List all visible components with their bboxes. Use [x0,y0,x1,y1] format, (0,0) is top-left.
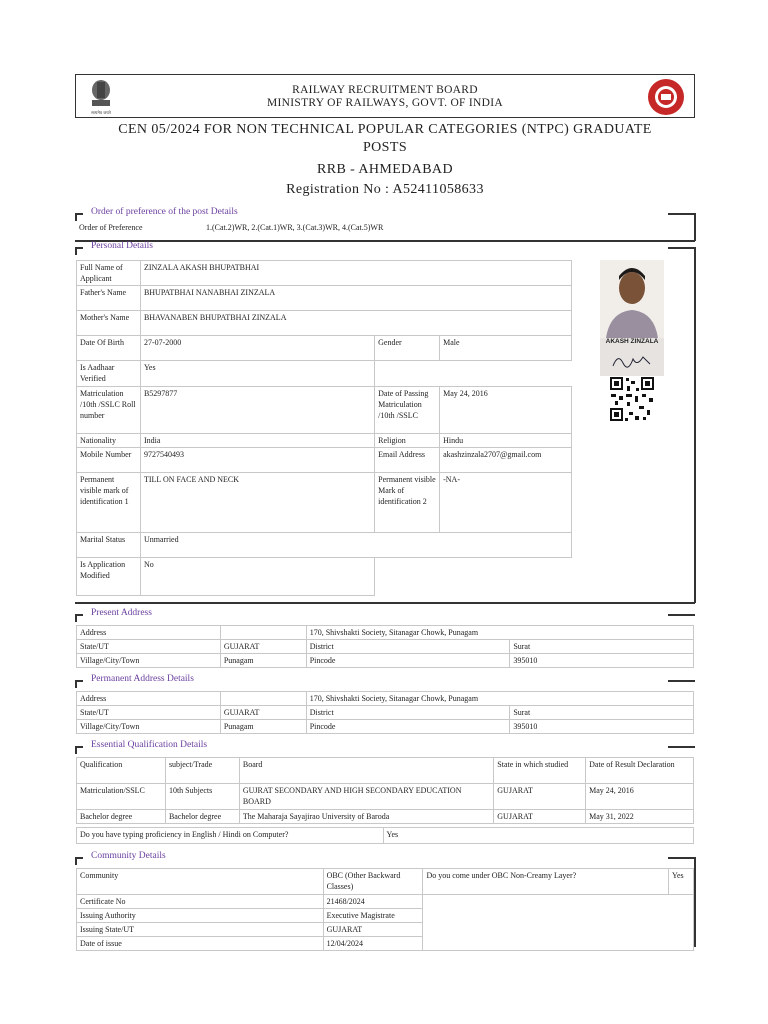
present-address-value: 170, Shivshakti Society, Sitanagar Chowk, Punagam [306,626,693,640]
modified-value: No [140,558,374,596]
section-title-community: Community Details [91,851,166,861]
header-box [75,74,695,118]
certificate-label: Certificate No [77,895,324,909]
religion-label: Religion [375,434,440,448]
mark2-value: -NA- [440,473,572,533]
exam-title: CEN 05/2024 FOR NON TECHNICAL POPULAR CATEGORIES (NTPC) GRADUATE [118,122,652,137]
passing-label: Date of Passing Matriculation /10th /SSLC [375,387,440,434]
permanent-address-table [76,691,694,734]
permanent-address-value: 170, Shivshakti Society, Sitanagar Chowk, Punagam [306,692,693,706]
section-rule [668,680,695,682]
typing-value: Yes [383,828,693,844]
religion-value: Hindu [440,434,572,448]
permanent-pincode-value: 395010 [510,720,694,734]
present-state-label: State/UT [77,640,221,654]
present-state-value: GUJARAT [220,640,306,654]
result-date-header: Date of Result Declaration [586,758,694,784]
table-cell: GUJARAT [494,810,586,824]
state-studied-header: State in which studied [494,758,586,784]
section-rule [75,857,77,865]
photo-name-caption: AKASH ZINZALA [605,338,659,345]
issue-date-value: 12/04/2024 [323,937,423,951]
board-header: Board [239,758,493,784]
indian-railways-logo-icon [646,77,686,117]
noncreamy-label: Do you come under OBC Non-Creamy Layer? [423,869,669,895]
section-title-personal: Personal Details [91,241,154,251]
present-village-label: Village/City/Town [77,654,221,668]
table-cell: 10th Subjects [165,784,239,810]
present-address-label: Address [77,626,221,640]
mark2-label: Permanent visible Mark of identification 2 [375,473,440,533]
section-rule [694,213,696,241]
section-rule [668,857,695,859]
qr-code-icon [609,376,655,422]
passing-value: May 24, 2016 [440,387,572,434]
section-title-qualification: Essential Qualification Details [91,740,208,750]
present-pincode-label: Pincode [306,654,510,668]
qualification-header: Qualification [77,758,166,784]
community-table [76,868,694,951]
nationality-value: India [140,434,374,448]
rrb-name: RRB - AHMEDABAD [317,162,453,177]
preference-value: 1.(Cat.2)WR, 2.(Cat.1)WR, 3.(Cat.3)WR, 4.(Cat.5)WR [206,223,384,232]
signature-icon [610,350,654,372]
section-rule [668,213,695,215]
section-rule [75,680,77,688]
present-address-table [76,625,694,668]
applicant-photo [600,260,664,376]
registration-number: Registration No : A52411058633 [286,182,484,197]
present-district-value: Surat [510,640,694,654]
table-cell: The Maharaja Sayajirao University of Baroda [239,810,493,824]
mark1-label: Permanent visible mark of identification 1 [77,473,141,533]
section-rule [75,614,77,622]
marital-label: Marital Status [77,533,141,558]
roll-label: Matriculation /10th /SSLC Roll number [77,387,141,434]
present-pincode-value: 395010 [510,654,694,668]
subject-header: subject/Trade [165,758,239,784]
full-name-value: ZINZALA AKASH BHUPATBHAI [140,261,571,286]
section-rule [75,602,695,604]
table-cell: Matriculation/SSLC [77,784,166,810]
community-label: Community [77,869,324,895]
gender-label: Gender [375,336,440,361]
issue-date-label: Date of issue [77,937,324,951]
permanent-village-value: Punagam [220,720,306,734]
permanent-address-label: Address [77,692,221,706]
modified-label: Is Application Modified [77,558,141,596]
exam-title-cont: POSTS [362,140,408,155]
permanent-pincode-label: Pincode [306,720,510,734]
dob-value: 27-07-2000 [140,336,374,361]
typing-table [76,827,694,844]
community-value: OBC (Other Backward Classes) [323,869,423,895]
personal-details-table [76,260,572,596]
section-rule [75,247,77,255]
permanent-state-label: State/UT [77,706,221,720]
table-cell: May 24, 2016 [586,784,694,810]
table-cell: Bachelor degree [165,810,239,824]
authority-value: Executive Magistrate [323,909,423,923]
table-row [77,810,694,824]
applicant-portrait-icon [600,260,664,338]
section-title-permanent-address: Permanent Address Details [91,674,194,684]
section-rule [668,746,695,748]
permanent-district-label: District [306,706,510,720]
noncreamy-value: Yes [668,869,693,895]
section-rule [694,247,696,603]
section-rule [668,614,695,616]
board-name: RAILWAY RECRUITMENT BOARD [292,84,478,96]
qualification-table [76,757,694,824]
marital-value: Unmarried [140,533,571,558]
aadhaar-value: Yes [140,361,374,387]
father-name-value: BHUPATBHAI NANABHAI ZINZALA [140,286,571,311]
permanent-village-label: Village/City/Town [77,720,221,734]
ministry-name: MINISTRY OF RAILWAYS, GOVT. OF INDIA [266,97,503,109]
section-rule [668,247,695,249]
section-rule [694,857,696,947]
table-cell: GUJRAT SECONDARY AND HIGH SECONDARY EDUCATION BOARD [239,784,493,810]
table-row [77,784,694,810]
issue-state-value: GUJARAT [323,923,423,937]
present-village-value: Punagam [220,654,306,668]
table-cell: Bachelor degree [77,810,166,824]
full-name-label: Full Name of Applicant [77,261,141,286]
svg-text:सत्यमेव जयते: सत्यमेव जयते [91,110,111,115]
email-value: akashzinzala2707@gmail.com [440,448,572,473]
gender-value: Male [440,336,572,361]
typing-label: Do you have typing proficiency in English / Hindi on Computer? [77,828,384,844]
roll-value: B5297877 [140,387,374,434]
issue-state-label: Issuing State/UT [77,923,324,937]
section-title-present-address: Present Address [91,608,152,618]
permanent-district-value: Surat [510,706,694,720]
section-title-preference: Order of preference of the post Details [91,207,238,217]
present-district-label: District [306,640,510,654]
email-label: Email Address [375,448,440,473]
table-cell: GUJARAT [494,784,586,810]
preference-label: Order of Preference [79,223,143,232]
certificate-value: 21468/2024 [323,895,423,909]
section-rule [75,213,77,221]
father-name-label: Father's Name [77,286,141,311]
mother-name-value: BHAVANABEN BHUPATBHAI ZINZALA [140,311,571,336]
mobile-label: Mobile Number [77,448,141,473]
mobile-value: 9727540493 [140,448,374,473]
authority-label: Issuing Authority [77,909,324,923]
section-rule [75,746,77,754]
permanent-state-value: GUJARAT [220,706,306,720]
mother-name-label: Mother's Name [77,311,141,336]
mark1-value: TILL ON FACE AND NECK [140,473,374,533]
table-cell: May 31, 2022 [586,810,694,824]
nationality-label: Nationality [77,434,141,448]
dob-label: Date Of Birth [77,336,141,361]
section-rule [75,240,695,242]
aadhaar-label: Is Aadhaar Verified [77,361,141,387]
